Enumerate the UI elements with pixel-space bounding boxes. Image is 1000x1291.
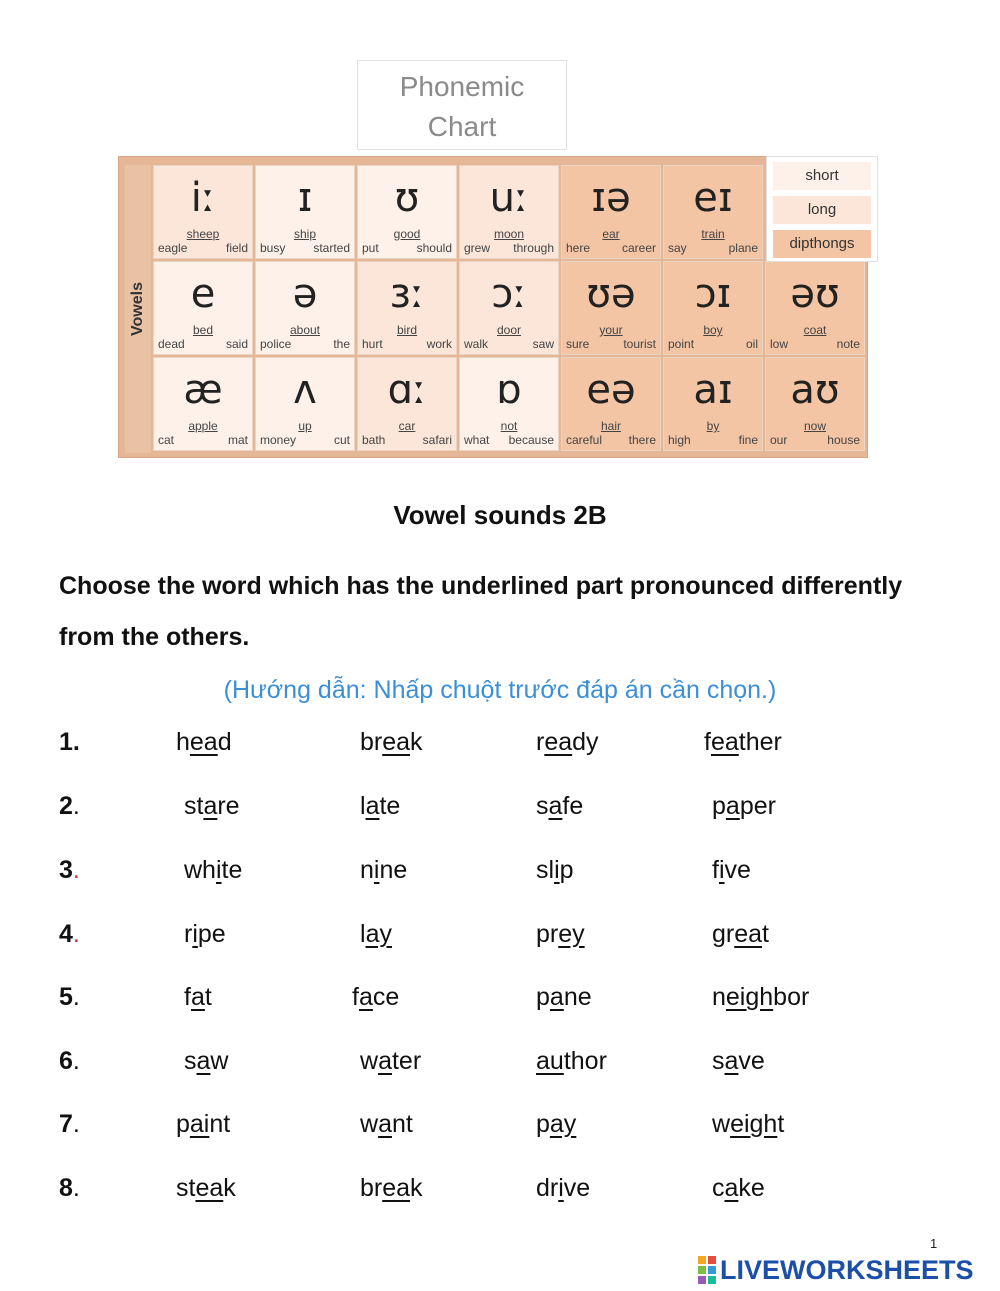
phoneme-symbol: ə (292, 271, 318, 317)
phoneme-keyword: good (393, 227, 421, 241)
option-underlined-part: ey (558, 920, 585, 948)
example-word: work (426, 337, 452, 351)
example-word: field (225, 241, 248, 255)
answer-option[interactable] (536, 856, 574, 885)
answer-option[interactable] (184, 920, 226, 949)
phoneme-symbol: ɪ (297, 175, 313, 221)
phoneme-cell (357, 357, 457, 451)
question-number-dot: . (72, 792, 80, 820)
option-text: p (536, 983, 550, 1011)
answer-option[interactable] (536, 920, 585, 949)
question-number (59, 1110, 80, 1139)
answer-option[interactable] (704, 728, 782, 757)
phoneme-keyword: ship (293, 227, 316, 241)
question-number (59, 856, 80, 885)
phoneme-symbol: ʊ (394, 175, 420, 221)
answer-option[interactable] (184, 792, 240, 821)
option-underlined-part: au (536, 1047, 564, 1075)
example-word: low (770, 337, 789, 351)
answer-option[interactable] (712, 1047, 765, 1076)
logo-text: LIVEWORKSHEETS (720, 1254, 974, 1285)
option-text: sl (536, 856, 555, 884)
option-text: k (410, 728, 423, 756)
question-number (59, 728, 80, 757)
phoneme-cell (255, 261, 355, 355)
phoneme-examples (158, 434, 248, 447)
answer-option[interactable] (360, 1047, 421, 1076)
option-text: k (410, 1174, 423, 1202)
example-word: walk (464, 337, 489, 351)
phoneme-keyword: moon (493, 227, 525, 241)
example-word: saw (532, 337, 554, 351)
answer-option[interactable] (712, 856, 751, 885)
option-text: p (176, 1110, 190, 1138)
example-word: our (770, 433, 788, 447)
option-text: t (777, 1110, 785, 1138)
legend-short: short (773, 162, 871, 190)
phoneme-keyword: car (398, 419, 416, 433)
answer-option[interactable] (712, 920, 769, 949)
answer-option[interactable] (536, 983, 592, 1012)
example-word: say (668, 241, 687, 255)
phoneme-cell (765, 261, 865, 355)
option-text: ne (563, 983, 592, 1011)
question-number (59, 920, 80, 949)
phoneme-examples (260, 434, 350, 447)
phoneme-keyword: coat (803, 323, 827, 337)
phoneme-cell (663, 165, 763, 259)
chart-title (357, 60, 567, 150)
option-text: gr (712, 920, 735, 948)
option-text: te (379, 792, 401, 820)
phoneme-symbol: ʊə (586, 271, 636, 317)
example-word: what (464, 433, 490, 447)
answer-option[interactable] (536, 792, 583, 821)
example-word: sure (566, 337, 590, 351)
example-word: dead (158, 337, 185, 351)
option-text: br (360, 1174, 383, 1202)
option-text: dr (536, 1174, 559, 1202)
phoneme-keyword: ear (602, 227, 620, 241)
question-number-digit: 8 (59, 1174, 73, 1202)
option-underlined-part: a (725, 792, 740, 820)
question-number-digit: 7 (59, 1110, 73, 1138)
answer-option[interactable] (352, 983, 399, 1012)
example-word: money (260, 433, 297, 447)
example-word: eagle (158, 241, 188, 255)
phoneme-keyword: boy (703, 323, 723, 337)
answer-option[interactable] (360, 728, 423, 757)
example-word: because (508, 433, 554, 447)
answer-option[interactable] (184, 983, 212, 1012)
phoneme-symbol: ɑː (387, 367, 427, 413)
example-word: the (333, 337, 350, 351)
question-number-dot: . (72, 1110, 80, 1138)
question-number-digit: 2 (59, 792, 73, 820)
option-text: br (360, 728, 383, 756)
phoneme-symbol: ɔː (491, 271, 527, 317)
option-text: d (217, 728, 232, 756)
phoneme-examples (362, 242, 452, 255)
option-text: ke (738, 1174, 765, 1202)
answer-option[interactable] (176, 728, 232, 757)
phoneme-cell (561, 165, 661, 259)
answer-option[interactable] (536, 1174, 590, 1203)
answer-option[interactable] (536, 728, 599, 757)
option-text: ve (563, 1174, 591, 1202)
example-word: high (668, 433, 691, 447)
question-number-digit: 6 (59, 1047, 73, 1075)
phoneme-keyword: sheep (186, 227, 220, 241)
option-underlined-part: a (358, 983, 373, 1011)
phoneme-cell (357, 261, 457, 355)
option-underlined-part: a (196, 1047, 211, 1075)
option-underlined-part: a (378, 1110, 392, 1138)
chart-title-line1: Phonemic (399, 71, 525, 102)
option-text: l (360, 920, 366, 948)
phoneme-cell (153, 165, 253, 259)
option-underlined-part: a (190, 983, 205, 1011)
phoneme-cell (459, 165, 559, 259)
example-word: careful (566, 433, 603, 447)
phoneme-symbol: ɜː (389, 271, 425, 317)
option-underlined-part: a (724, 1174, 739, 1202)
option-text: wh (184, 856, 216, 884)
phoneme-cell (663, 357, 763, 451)
phoneme-symbol: iː (190, 175, 216, 221)
option-text: p (559, 856, 574, 884)
answer-option[interactable] (360, 856, 407, 885)
option-text: s (712, 1047, 725, 1075)
option-text: c (712, 1174, 725, 1202)
phoneme-examples (362, 434, 452, 447)
question-number-dot: . (72, 983, 80, 1011)
example-word: fine (738, 433, 758, 447)
example-word: safari (422, 433, 452, 447)
option-underlined-part: a (549, 983, 564, 1011)
phoneme-symbol: æ (183, 367, 223, 413)
phoneme-examples (566, 434, 656, 447)
example-word: tourist (623, 337, 656, 351)
option-text: r (184, 920, 193, 948)
phoneme-keyword: by (706, 419, 720, 433)
option-underlined-part: eigh (725, 983, 774, 1011)
phoneme-examples (566, 242, 656, 255)
phoneme-keyword: your (599, 323, 623, 337)
phoneme-keyword: train (701, 227, 725, 241)
example-word: note (836, 337, 860, 351)
example-word: through (513, 241, 554, 255)
option-text: s (536, 792, 549, 820)
option-text: dy (572, 728, 599, 756)
phoneme-keyword: not (500, 419, 518, 433)
option-text: nt (209, 1110, 231, 1138)
question-number-digit: 1 (59, 728, 73, 756)
option-text: w (360, 1047, 379, 1075)
example-word: hurt (362, 337, 383, 351)
chart-frame (118, 156, 868, 458)
question-number (59, 1047, 80, 1076)
phoneme-cell (357, 165, 457, 259)
answer-option[interactable] (176, 1174, 236, 1203)
example-word: bath (362, 433, 386, 447)
option-text: st (176, 1174, 196, 1202)
option-text: w (712, 1110, 731, 1138)
question-number-digit: 4 (59, 920, 73, 948)
phoneme-symbol: uː (489, 175, 529, 221)
option-underlined-part: ea (195, 1174, 224, 1202)
example-word: put (362, 241, 379, 255)
option-underlined-part: ea (544, 728, 573, 756)
example-word: cut (333, 433, 350, 447)
example-word: cat (158, 433, 175, 447)
answer-option[interactable] (360, 1110, 413, 1139)
vowels-side-label (125, 165, 151, 453)
option-text: r (536, 728, 545, 756)
option-text: st (184, 792, 204, 820)
phoneme-symbol: ɒ (496, 367, 522, 413)
phoneme-cell (153, 357, 253, 451)
chart-title-line2: Chart (427, 111, 497, 142)
option-underlined-part: a (724, 1047, 739, 1075)
option-underlined-part: ea (382, 728, 411, 756)
option-text: w (360, 1110, 379, 1138)
phoneme-examples (464, 338, 554, 351)
option-text: h (176, 728, 190, 756)
liveworksheets-logo (698, 1256, 974, 1284)
phoneme-cell (255, 357, 355, 451)
question-number (59, 1174, 80, 1203)
question-number-dot: . (72, 1174, 80, 1202)
answer-option[interactable] (360, 792, 400, 821)
option-underlined-part: ea (734, 920, 763, 948)
option-underlined-part: eigh (730, 1110, 778, 1138)
option-underlined-part: i (554, 856, 560, 884)
phoneme-symbol: ɪə (591, 175, 631, 221)
option-underlined-part: i (215, 856, 222, 884)
question-number (59, 983, 80, 1012)
phoneme-cell (663, 261, 763, 355)
option-text: p (712, 792, 726, 820)
phoneme-keyword: hair (600, 419, 621, 433)
page-number: 1 (930, 1236, 938, 1251)
example-word: police (260, 337, 292, 351)
option-underlined-part: a (203, 792, 218, 820)
question-number (59, 792, 80, 821)
option-text: ne (379, 856, 408, 884)
option-underlined-part: a (378, 1047, 392, 1075)
phoneme-examples (464, 434, 554, 447)
question-number-digit: 3 (59, 856, 73, 884)
phoneme-symbol: əʊ (790, 271, 840, 317)
phoneme-examples (158, 338, 248, 351)
option-underlined-part: i (373, 856, 380, 884)
option-text: k (223, 1174, 236, 1202)
example-word: there (628, 433, 656, 447)
answer-option[interactable] (712, 792, 776, 821)
answer-option[interactable] (176, 1110, 230, 1139)
option-text: t (204, 983, 212, 1011)
phoneme-symbol: aʊ (790, 367, 840, 413)
option-text: f (704, 728, 711, 756)
example-word: grew (464, 241, 491, 255)
option-underlined-part: ea (710, 728, 739, 756)
phoneme-cell (153, 261, 253, 355)
option-text: ve (724, 856, 751, 884)
phoneme-symbol: eə (586, 367, 636, 413)
option-text: bor (773, 983, 810, 1011)
option-text: n (712, 983, 726, 1011)
phoneme-cell (255, 165, 355, 259)
answer-option[interactable] (712, 983, 809, 1012)
example-word: said (225, 337, 248, 351)
answer-option[interactable] (536, 1047, 607, 1076)
option-underlined-part: a (548, 792, 563, 820)
phoneme-examples (770, 434, 860, 447)
question-number-digit: 5 (59, 983, 73, 1011)
phoneme-examples (158, 242, 248, 255)
answer-option[interactable] (712, 1174, 765, 1203)
phoneme-cell (561, 357, 661, 451)
question-number-dot: . (72, 1047, 80, 1075)
chart-legend (766, 156, 878, 262)
option-underlined-part: i (558, 1174, 564, 1202)
answer-option[interactable] (536, 1110, 576, 1139)
option-underlined-part: ay (549, 1110, 577, 1138)
option-text: re (217, 792, 240, 820)
option-text: l (360, 792, 366, 820)
phoneme-keyword: about (289, 323, 321, 337)
option-text: thor (563, 1047, 607, 1075)
phoneme-examples (668, 338, 758, 351)
option-text: s (184, 1047, 197, 1075)
option-text: fe (562, 792, 584, 820)
phoneme-examples (464, 242, 554, 255)
phoneme-examples (770, 338, 860, 351)
option-text: f (352, 983, 359, 1011)
phoneme-examples (566, 338, 656, 351)
answer-option[interactable] (712, 1110, 784, 1139)
phoneme-keyword: door (496, 323, 522, 337)
option-text: f (184, 983, 191, 1011)
worksheet-heading: Vowel sounds 2B (393, 500, 607, 530)
option-underlined-part: ai (189, 1110, 210, 1138)
answer-option[interactable] (184, 1047, 228, 1076)
vowels-label-text: Vowels (129, 282, 147, 336)
phoneme-symbol: ʌ (293, 367, 317, 413)
phoneme-keyword: apple (188, 419, 218, 433)
answer-option[interactable] (360, 1174, 423, 1203)
option-text: ter (391, 1047, 422, 1075)
option-text: p (536, 1110, 550, 1138)
phoneme-symbol: e (190, 271, 216, 317)
option-text: ther (738, 728, 782, 756)
example-word: busy (260, 241, 286, 255)
phonemic-chart (118, 156, 878, 458)
phoneme-cell (459, 357, 559, 451)
option-text: n (360, 856, 374, 884)
example-word: plane (728, 241, 758, 255)
option-underlined-part: ay (365, 920, 392, 948)
phoneme-symbol: eɪ (693, 175, 733, 221)
option-text: nt (391, 1110, 413, 1138)
phoneme-keyword: now (803, 419, 826, 433)
option-text: t (762, 920, 769, 948)
instruction-text: Choose the word which has the underlined part pronounced differently from the others. (59, 572, 903, 651)
question-number-dot: . (72, 856, 80, 884)
option-text: per (739, 792, 776, 820)
option-text: ce (372, 983, 400, 1011)
question-number-dot: . (72, 920, 80, 948)
phoneme-examples (260, 242, 350, 255)
option-underlined-part: i (192, 920, 198, 948)
answer-option[interactable] (360, 920, 392, 949)
phoneme-examples (362, 338, 452, 351)
option-underlined-part: ea (382, 1174, 411, 1202)
phoneme-cell (561, 261, 661, 355)
phoneme-examples (668, 242, 758, 255)
example-word: career (621, 241, 656, 255)
option-text: te (221, 856, 243, 884)
phoneme-keyword: up (298, 419, 312, 433)
example-word: mat (227, 433, 248, 447)
example-word: oil (745, 337, 758, 351)
example-word: house (827, 433, 860, 447)
phoneme-cell (765, 357, 865, 451)
option-underlined-part: a (365, 792, 380, 820)
phoneme-cell (459, 261, 559, 355)
option-text: w (210, 1047, 229, 1075)
hint-text: (Hướng dẫn: Nhấp chuột trước đáp án cần chọn.) (223, 676, 777, 704)
option-text: ve (738, 1047, 765, 1075)
example-word: here (566, 241, 591, 255)
phoneme-symbol: aɪ (693, 367, 733, 413)
example-word: should (416, 241, 452, 255)
example-word: started (313, 241, 350, 255)
phoneme-symbol: ɔɪ (694, 271, 732, 317)
legend-long: long (773, 196, 871, 224)
example-word: point (668, 337, 695, 351)
option-underlined-part: i (718, 856, 725, 884)
phoneme-keyword: bed (192, 323, 214, 337)
answer-option[interactable] (184, 856, 242, 885)
question-number-dot: . (72, 728, 80, 756)
phoneme-keyword: bird (396, 323, 417, 337)
option-text: pe (197, 920, 226, 948)
phoneme-examples (260, 338, 350, 351)
option-underlined-part: ea (189, 728, 218, 756)
logo-icon (698, 1256, 716, 1284)
option-text: f (712, 856, 719, 884)
phoneme-examples (668, 434, 758, 447)
legend-diphthongs: dipthongs (773, 230, 871, 258)
option-text: pr (536, 920, 559, 948)
